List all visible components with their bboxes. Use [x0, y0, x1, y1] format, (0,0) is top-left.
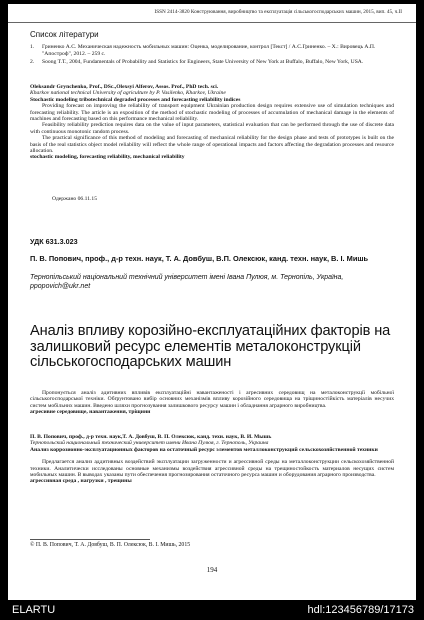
article-affiliation: Тернопільський національний технічний університет імені Івана Пулюя, м. Тернопіль, Україна, ppopovich@ukr.net — [30, 274, 344, 290]
handle-id: hdl:123456789/17173 — [307, 604, 414, 616]
abstract-affiliation: Тернопольский национальный технический университет имени Ивана Пулюя, г. Тернополь, Украина — [30, 440, 269, 447]
copyright-note: © П. В. Попович, Т. А. Довбуш, В. П. Олексюк, В. І. Мишь, 2015 — [30, 542, 191, 548]
abstract-keywords: агресивне середовище, навантаження, тріщини — [30, 409, 151, 416]
reference-item: 1. Гриненко А.С. Механическая надежность мобильных машин: Оценка, моделирование, контрол [Текст] / А.С.Гриненко. – Х.: Вировець А.П. "Апостроф", 2012. – 259 с. — [30, 44, 376, 57]
abstract-title: Анализ коррозионно-эксплуатационных факторов на остаточный ресурс элементов металлоконструкций сельскохозяйственной техники — [30, 446, 378, 453]
running-header: ISSN 2414-3820 Конструювання, виробництво та експлуатація сільськогосподарських машин, 2015, вип. 45, ч.II — [8, 4, 416, 23]
repository-name: ELARTU — [12, 604, 56, 616]
article-title: Аналіз впливу корозійно-експлуатаційних факторів на залишковий ресурс елементів металоконструкцій сільськогосподарських машин — [30, 323, 391, 370]
abstract-paragraph: Feasibility reliability prediction requires data on the value of input parameters, statistical evaluation that can be performed through the use of discrete data with continuous monotonic random process. — [30, 122, 394, 135]
footnote-divider — [30, 539, 150, 540]
reference-item: 2. Soong T.T., 2004, Fundamentals of Probability and Statistics for Engineers, State University of New York at Buffalo, Buffalo, New York, USA. — [30, 59, 364, 66]
references-list — [30, 44, 394, 68]
udc-code: УДК 631.3.023 — [30, 237, 78, 246]
abstract-paragraph: The practical significance of this method of modeling and forecasting of mechanical reliability for the design phase and tests of prototypes is built on the basis of the real statistics object model reliability will reflect the whole range of operational impacts and factors affecting the degradation processes and resource allocation. — [30, 135, 394, 155]
abstract-keywords: stochastic modeling, forecasting reliability, mechanical reliability — [30, 154, 185, 161]
abstract-paragraph: Providing forecast on improving the reliability of transport equipment Ukrainian production design requires extensive use of simulation techniques and forecasting reliability. The article is an exposition of the method of stochastic modeling of processes of accumulation of mechanical damage in the elements of machines and forecasting based on this performance mechanical reliability. — [30, 103, 394, 123]
ukrainian-abstract — [30, 390, 394, 416]
journal-page — [8, 4, 416, 600]
abstract-keywords: агрессивная среда , нагрузки , трещины — [30, 478, 132, 485]
repository-footer — [0, 600, 424, 620]
english-abstract — [30, 84, 394, 161]
article-authors: П. В. Попович, проф., д-р техн. наук, Т. А. Довбуш, В.П. Олексюк, канд. техн. наук, В. І. Мишь — [30, 254, 369, 263]
abstract-paragraph: Пропонується аналіз адитивних впливів експлуатаційні навантаженості і агресивних середовищ на металоконструкції мобільної сільськогосподарської техніки. Обґрунтовано вибір основних механізмів впливу корозійного середовища на тріщиностійкість матеріалів несучих систем мобільних машин. Введено шляхи прогнозування залишкового ресурсу машин і обладнання аграрного виробництва. — [30, 390, 394, 409]
references-heading: Список літератури — [30, 30, 99, 39]
abstract-authors: Oleksandr Grynchenko, Prof., DSc.,Olexsyi Alferov, Assos. Prof., PhD tech. sci. — [30, 84, 219, 90]
abstract-paragraph: Предлагается анализ аддитивных воздействий эксплуатации загруженности и агрессивной среды на металлоконструкции сельскохозяйственной техники. Аналитически исследованы основные механизмы воздействия агрессивной среды на трещиностойкость материалов несущих систем мобильных машин. В выводах указаны пути обеспечения прогнозирования остаточного ресурса машин и оборудования аграрного производства. — [30, 459, 394, 479]
abstract-authors: П. В. Попович, проф., д-р техн. наук,Т. А. Довбуш, В. П. Олексюк, канд. техн. наук, В. И. Мышь — [30, 434, 272, 440]
abstract-affiliation: Kharkov national technical University of agriculture by P. Vasilenko, Kharkov, Ukraine — [30, 90, 226, 97]
page-number: 194 — [206, 566, 218, 574]
russian-abstract — [30, 434, 394, 485]
abstract-title: Stochastic modeling tribotechnical degraded processes and forecasting reliability indices — [30, 96, 241, 103]
received-date: Одержано 06.11.15 — [52, 196, 97, 202]
